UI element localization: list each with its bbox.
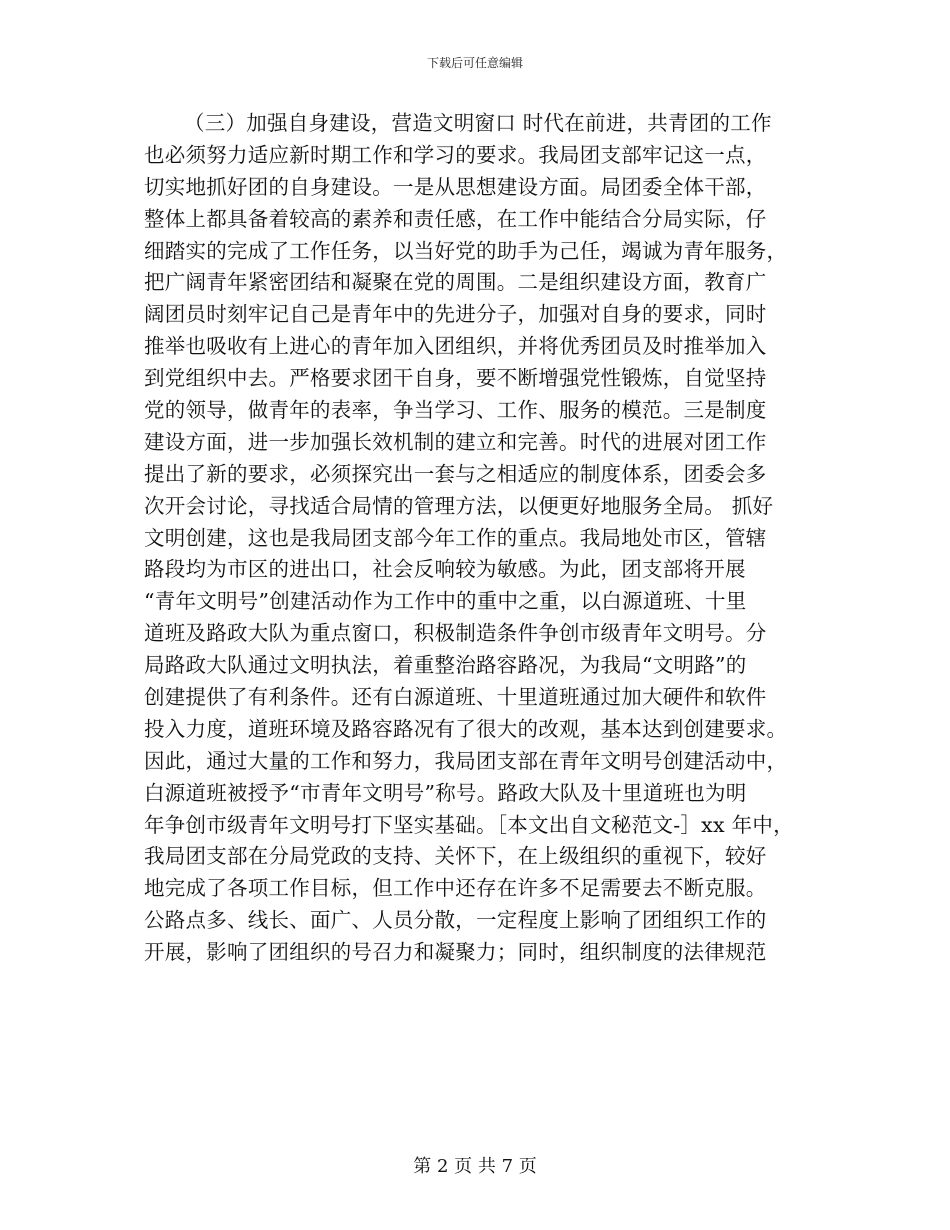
text-line: 切实地抓好团的自身建设。一是从思想建设方面。局团委全体干部， bbox=[144, 174, 767, 199]
text-line: 建设方面，进一步加强长效机制的建立和完善。时代的进展对团工作 bbox=[144, 429, 767, 454]
text-line: 投入力度，道班环境及路容路况有了很大的改观，基本达到创建要求。 bbox=[144, 716, 788, 741]
document-body bbox=[144, 108, 824, 969]
text-line: 次开会讨论，寻找适合局情的管理方法，以便更好地服务全局。 抓好 bbox=[144, 493, 774, 518]
text-line: 白源道班被授予“市青年文明号”称号。路政大队及十里道班也为明 bbox=[144, 780, 747, 805]
text-line: 开展，影响了团组织的号召力和凝聚力；同时，组织制度的法律规范 bbox=[144, 940, 767, 965]
text-line: 创建提供了有利条件。还有白源道班、十里道班通过加大硬件和软件 bbox=[144, 685, 767, 710]
text-line: 推举也吸收有上进心的青年加入团组织，并将优秀团员及时推举加入 bbox=[144, 334, 767, 359]
text-line: 路段均为市区的进出口，社会反响较为敏感。为此，团支部将开展 bbox=[144, 557, 746, 582]
text-line: 公路点多、线长、面广、人员分散，一定程度上影响了团组织工作的 bbox=[144, 908, 767, 933]
text-line: 年争创市级青年文明号打下坚实基础。［本文出自文秘范文-］xx 年中， bbox=[144, 812, 794, 837]
text-line: 提出了新的要求，必须探究出一套与之相适应的制度体系，团委会多 bbox=[144, 461, 767, 486]
text-line: 局路政大队通过文明执法，着重整治路容路况，为我局“文明路”的 bbox=[144, 653, 747, 678]
text-line: 把广阔青年紧密团结和凝聚在党的周围。二是组织建设方面，教育广 bbox=[144, 270, 767, 295]
text-line: 也必须努力适应新时期工作和学习的要求。我局团支部牢记这一点， bbox=[144, 142, 767, 167]
text-line: 文明创建，这也是我局团支部今年工作的重点。我局地处市区，管辖 bbox=[144, 525, 767, 550]
text-line: 我局团支部在分局党政的支持、关怀下，在上级组织的重视下，较好 bbox=[144, 844, 767, 869]
text-line: 到党组织中去。严格要求团干自身，要不断增强党性锻炼，自觉坚持 bbox=[144, 366, 767, 391]
text-line: 整体上都具备着较高的素养和责任感，在工作中能结合分局实际，仔 bbox=[144, 206, 767, 231]
text-line: 党的领导，做青年的表率，争当学习、工作、服务的模范。三是制度 bbox=[144, 398, 767, 423]
text-line: （三）加强自身建设，营造文明窗口 时代在前进，共青团的工作 bbox=[184, 111, 772, 135]
text-line: 阔团员时刻牢记自己是青年中的先进分子，加强对自身的要求，同时 bbox=[144, 302, 767, 327]
page-header-note: 下载后可任意编辑 bbox=[426, 56, 523, 70]
text-line: 道班及路政大队为重点窗口，积极制造条件争创市级青年文明号。分 bbox=[144, 621, 767, 646]
page-number-footer: 第 2 页 共 7 页 bbox=[413, 1156, 537, 1177]
text-line: 细踏实的完成了工作任务，以当好党的助手为己任，竭诚为青年服务， bbox=[144, 238, 788, 263]
text-line: “青年文明号”创建活动作为工作中的重中之重，以白源道班、十里 bbox=[144, 589, 747, 614]
text-line: 地完成了各项工作目标，但工作中还存在许多不足需要去不断克服。 bbox=[144, 876, 767, 901]
text-line: 因此，通过大量的工作和努力，我局团支部在青年文明号创建活动中， bbox=[144, 748, 788, 773]
